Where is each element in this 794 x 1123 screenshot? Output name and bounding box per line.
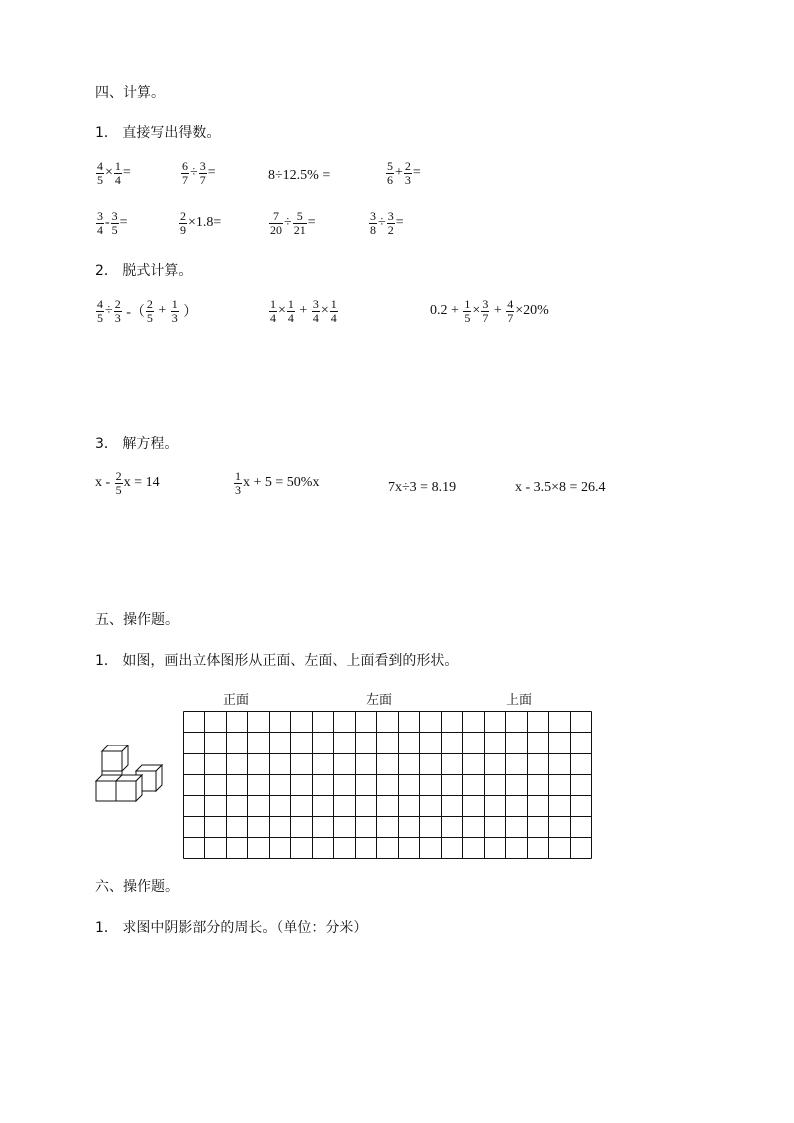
cube-stack-figure [92,745,174,805]
q3-equation-1: x - $\frac{2}{5}$ x = 14 [95,469,160,497]
label-front-view: 正面 [223,693,250,708]
q1-item-6: $\frac{2}{9}$ ×1.8= [180,209,222,237]
q3-equation-2: $\frac{1}{3}$ x + 5 = 50%x [235,469,320,497]
q1-item-8: $\frac{3}{8}$ ÷ $\frac{3}{2}$ = [370,209,404,237]
q1-item-5: $\frac{3}{4}$ - $\frac{3}{5}$ = [97,209,128,237]
q1-item-7: $\frac{7}{20}$ ÷ $\frac{5}{21}$ = [270,209,316,237]
answer-grid[interactable] [183,711,592,859]
s6-q1-title: 1． 求图中阴影部分的周长。（单位：分米） [95,920,368,936]
q1-title: 1． 直接写出得数。 [95,125,221,141]
section-6-title: 六、操作题。 [95,879,179,895]
section-5-title: 五、操作题。 [95,612,179,628]
s5-q1-title: 1． 如图，画出立体图形从正面、左面、上面看到的形状。 [95,653,459,669]
q3-title: 3． 解方程。 [95,436,179,452]
q1-item-2: $\frac{6}{7}$ ÷ $\frac{3}{7}$ = [182,159,216,187]
q1-item-1: $\frac{4}{5}$ × $\frac{1}{4}$ = [97,159,131,187]
q1-item-4: $\frac{5}{6}$ + $\frac{2}{3}$ = [387,159,421,187]
q2-expression-3: 0.2 + $\frac{1}{5}$ × $\frac{3}{7}$ + $\frac{4}{7}$ ×20% [430,297,549,325]
q3-equation-3: 7x÷3 = 8.19 [388,480,457,495]
label-left-view: 左面 [366,693,393,708]
q1-item-3: 8÷12.5% = [268,168,331,183]
q3-equation-4: x - 3.5×8 = 26.4 [515,480,606,495]
q2-title: 2． 脱式计算。 [95,263,193,279]
q2-expression-2: $\frac{1}{4}$ × $\frac{1}{4}$ + $\frac{3}{4}$ × $\frac{1}{4}$ [270,297,337,325]
label-top-view: 上面 [506,693,533,708]
section-4-title: 四、计算。 [95,85,165,101]
q2-expression-1: $\frac{4}{5}$ ÷ $\frac{2}{3}$ -（ $\frac{2}{5}$ + $\frac{1}{3}$ ） [97,297,198,325]
